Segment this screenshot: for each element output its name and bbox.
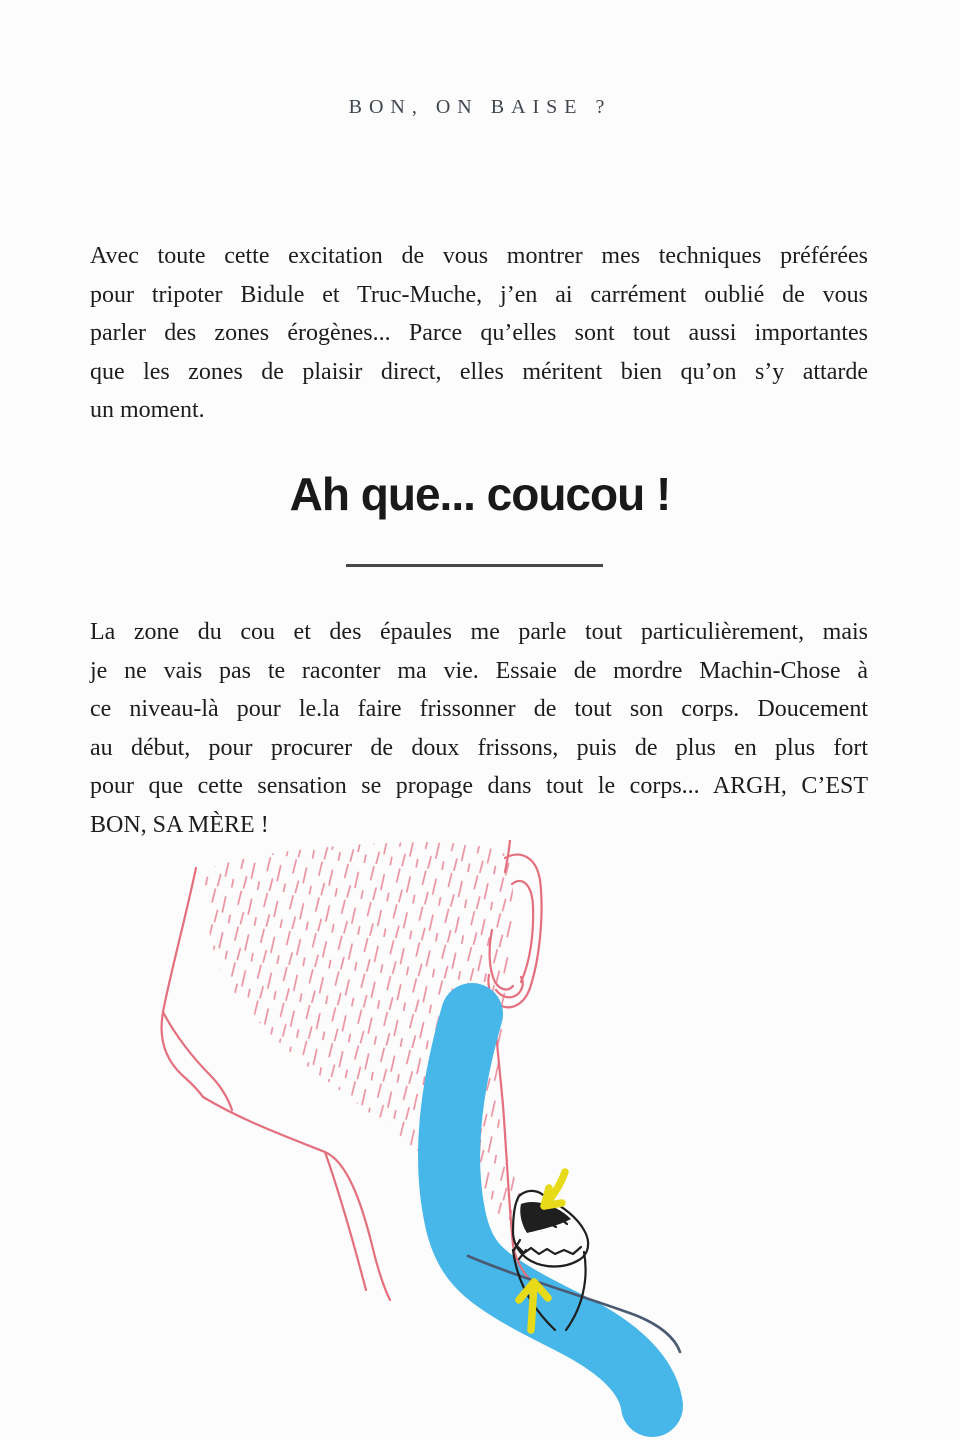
paragraph-line: La zone du cou et des épaules me parle tout particulièrement, mais bbox=[90, 619, 868, 645]
running-header: BON, ON BAISE ? bbox=[348, 96, 612, 118]
paragraph-line: que les zones de plaisir direct, elles méritent bien qu’on s’y attarde bbox=[90, 358, 868, 385]
bite-arrow-down bbox=[544, 1172, 565, 1206]
paragraph-line: BON, SA MÈRE ! bbox=[90, 811, 269, 838]
paragraph-2 bbox=[90, 613, 868, 844]
paragraph-line: pour tripoter Bidule et Truc-Muche, j’en ai carrément oublié de vous bbox=[90, 281, 868, 308]
paragraph-line: Avec toute cette excitation de vous montrer mes techniques préférées bbox=[90, 243, 868, 269]
section-heading: Ah que... coucou ! bbox=[289, 468, 671, 520]
paragraph-line: je ne vais pas te raconter ma vie. Essaie de mordre Machin-Chose à bbox=[90, 657, 868, 684]
paragraph-line: pour que cette sensation se propage dans tout le corps... ARGH, C’EST bbox=[90, 773, 868, 799]
section-divider bbox=[346, 564, 603, 567]
paragraph-line: au début, pour procurer de doux frissons, puis de plus en plus fort bbox=[90, 734, 868, 761]
paragraph-1 bbox=[90, 237, 868, 430]
neck-bite-illustration bbox=[0, 840, 960, 1440]
paragraph-line: parler des zones érogènes... Parce qu’elles sont tout aussi importantes bbox=[90, 320, 868, 346]
paragraph-line: un moment. bbox=[90, 397, 205, 423]
paragraph-line: ce niveau-là pour le.la faire frissonner de tout son corps. Doucement bbox=[90, 696, 868, 722]
